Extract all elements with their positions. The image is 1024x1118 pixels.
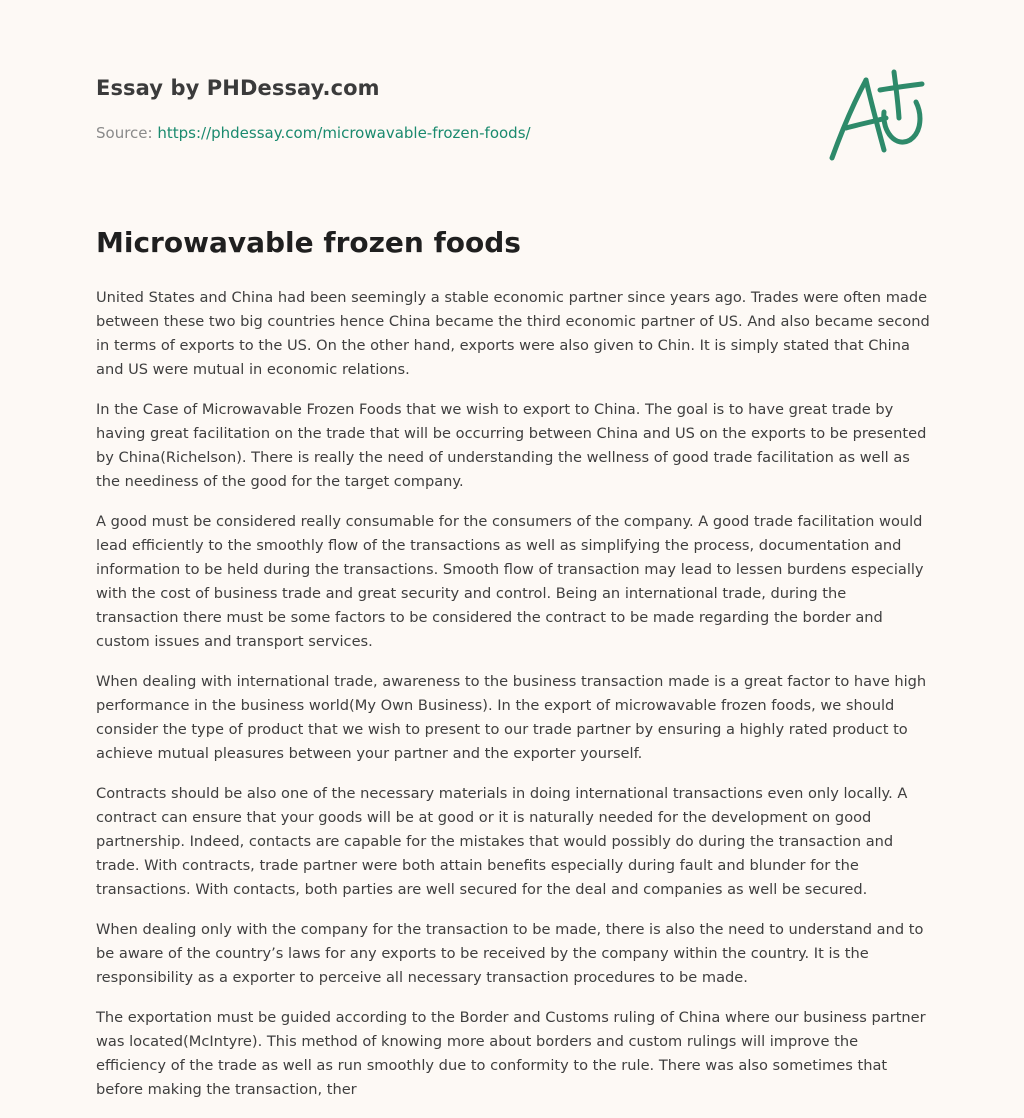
essay-body bbox=[96, 286, 930, 1118]
essay-title: Microwavable frozen foods bbox=[96, 226, 521, 259]
source-line bbox=[96, 124, 531, 142]
essay-paragraph: In the Case of Microwavable Frozen Foods that we wish to export to China. The goal is to have great trade by having great facilitation on the trade that will be occurring between China and US on the exports to be presented by China(Richelson). There is really the need of understanding the wellness of good trade facilitation as well as the neediness of the good for the target company. bbox=[96, 401, 927, 490]
source-link[interactable]: https://phdessay.com/microwavable-frozen-foods/ bbox=[157, 124, 531, 142]
essay-paragraph: The exportation must be guided according to the Border and Customs ruling of China where our business partner was located(McIntyre). This method of knowing more about borders and custom rulings will improve the efficiency of the trade as well as run smoothly due to conformity to the rule. There was also sometimes that before making the transaction, ther bbox=[96, 1009, 926, 1098]
page-header bbox=[96, 0, 928, 180]
source-label: Source: bbox=[96, 124, 153, 142]
essay-paragraph: A good must be considered really consumable for the consumers of the company. A good trade facilitation would lead efficiently to the smoothly flow of the transactions as well as simplifying the process, documentation and information to be held during the transactions. Smooth flow of transaction may lead to lessen burdens especially with the cost of business trade and great security and control. Being an international trade, during the transaction there must be some factors to be considered the contract to be made regarding the border and custom issues and transport services. bbox=[96, 513, 924, 650]
a-plus-logo-icon bbox=[826, 66, 926, 166]
site-title: Essay by PHDessay.com bbox=[96, 76, 380, 100]
essay-paragraph: United States and China had been seemingly a stable economic partner since years ago. Trades were often made between these two big countries hence China became the third economic partner of US. And also became second in terms of exports to the US. On the other hand, exports were also given to Chin. It is simply stated that China and US were mutual in economic relations. bbox=[96, 289, 930, 378]
essay-paragraph: Contracts should be also one of the necessary materials in doing international transactions even only locally. A contract can ensure that your goods will be at good or it is naturally needed for the development on good partnership. Indeed, contacts are capable for the mistakes that would possibly do during the transaction and trade. With contracts, trade partner were both attain benefits especially during fault and blunder for the transactions. With contacts, both parties are well secured for the deal and companies as well be secured. bbox=[96, 785, 908, 898]
essay-paragraph: When dealing with international trade, awareness to the business transaction made is a great factor to have high performance in the business world(My Own Business). In the export of microwavable frozen foods, we should consider the type of product that we wish to present to our trade partner by ensuring a highly rated product to achieve mutual pleasures between your partner and the exporter yourself. bbox=[96, 673, 927, 762]
essay-paragraph: When dealing only with the company for the transaction to be made, there is also the need to understand and to be aware of the country’s laws for any exports to be received by the company within the country. It is the responsibility as a exporter to perceive all necessary transaction procedures to be made. bbox=[96, 921, 924, 986]
